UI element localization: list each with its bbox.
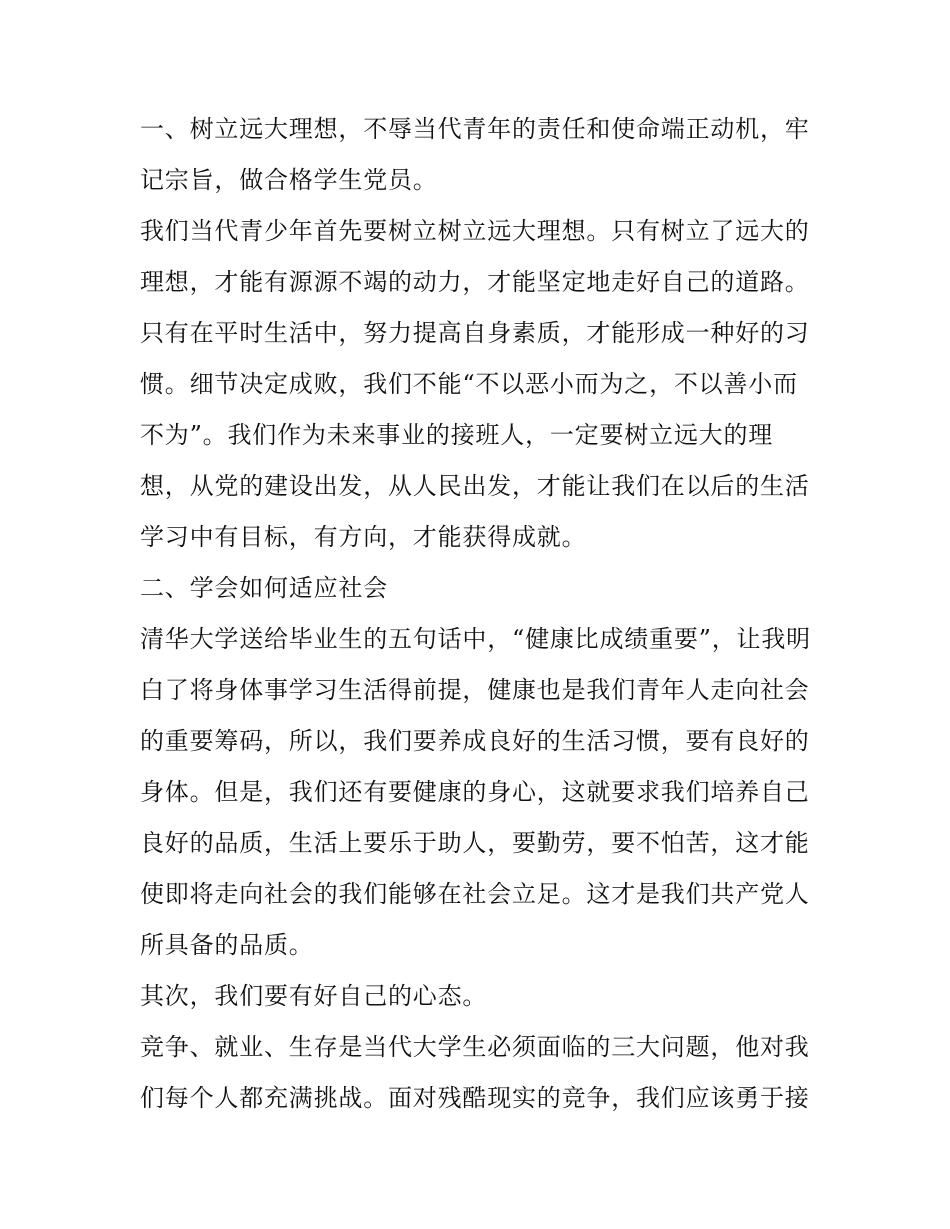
paragraph-line: 竞争、就业、生存是当代大学生必须面临的三大问题，他对我 xyxy=(140,1033,810,1061)
paragraph-line: 所具备的品质。 xyxy=(140,931,314,959)
paragraph-line: 其次，我们要有好自己的心态。 xyxy=(140,982,488,1010)
paragraph-line: 白了将身体事学习生活得前提，健康也是我们青年人走向社会 xyxy=(140,676,810,704)
paragraph-line: 的重要筹码，所以，我们要养成良好的生活习惯，要有良好的 xyxy=(140,727,810,755)
paragraph-line: 我们当代青少年首先要树立树立远大理想。只有树立了远大的 xyxy=(140,217,810,245)
paragraph-line: 不为”。我们作为未来事业的接班人，一定要树立远大的理 xyxy=(140,421,774,449)
paragraph-line: 理想，才能有源源不竭的动力，才能坚定地走好自己的道路。 xyxy=(140,268,810,296)
paragraph-line: 只有在平时生活中，努力提高自身素质，才能形成一种好的习 xyxy=(140,319,810,347)
paragraph-line: 身体。但是，我们还有要健康的身心，这就要求我们培养自己 xyxy=(140,778,810,806)
heading-1-line-1: 一、树立远大理想，不辱当代青年的责任和使命端正动机，牢 xyxy=(140,115,810,143)
heading-1-line-2: 记宗旨，做合格学生党员。 xyxy=(140,166,438,194)
paragraph-line: 想，从党的建设出发，从人民出发，才能让我们在以后的生活 xyxy=(140,472,810,500)
paragraph-line: 良好的品质，生活上要乐于助人，要勤劳，要不怕苦，这才能 xyxy=(140,829,810,857)
heading-2-line: 二、学会如何适应社会 xyxy=(140,574,388,602)
paragraph-line: 清华大学送给毕业生的五句话中，“健康比成绩重要”，让我明 xyxy=(140,625,811,653)
paragraph-line: 们每个人都充满挑战。面对残酷现实的竞争，我们应该勇于接 xyxy=(140,1084,810,1112)
paragraph-line: 使即将走向社会的我们能够在社会立足。这才是我们共产党人 xyxy=(140,880,810,908)
paragraph-line: 学习中有目标，有方向，才能获得成就。 xyxy=(140,523,587,551)
paragraph-line: 惯。细节决定成败，我们不能“不以恶小而为之，不以善小而 xyxy=(140,370,798,398)
document-body xyxy=(140,104,816,1124)
